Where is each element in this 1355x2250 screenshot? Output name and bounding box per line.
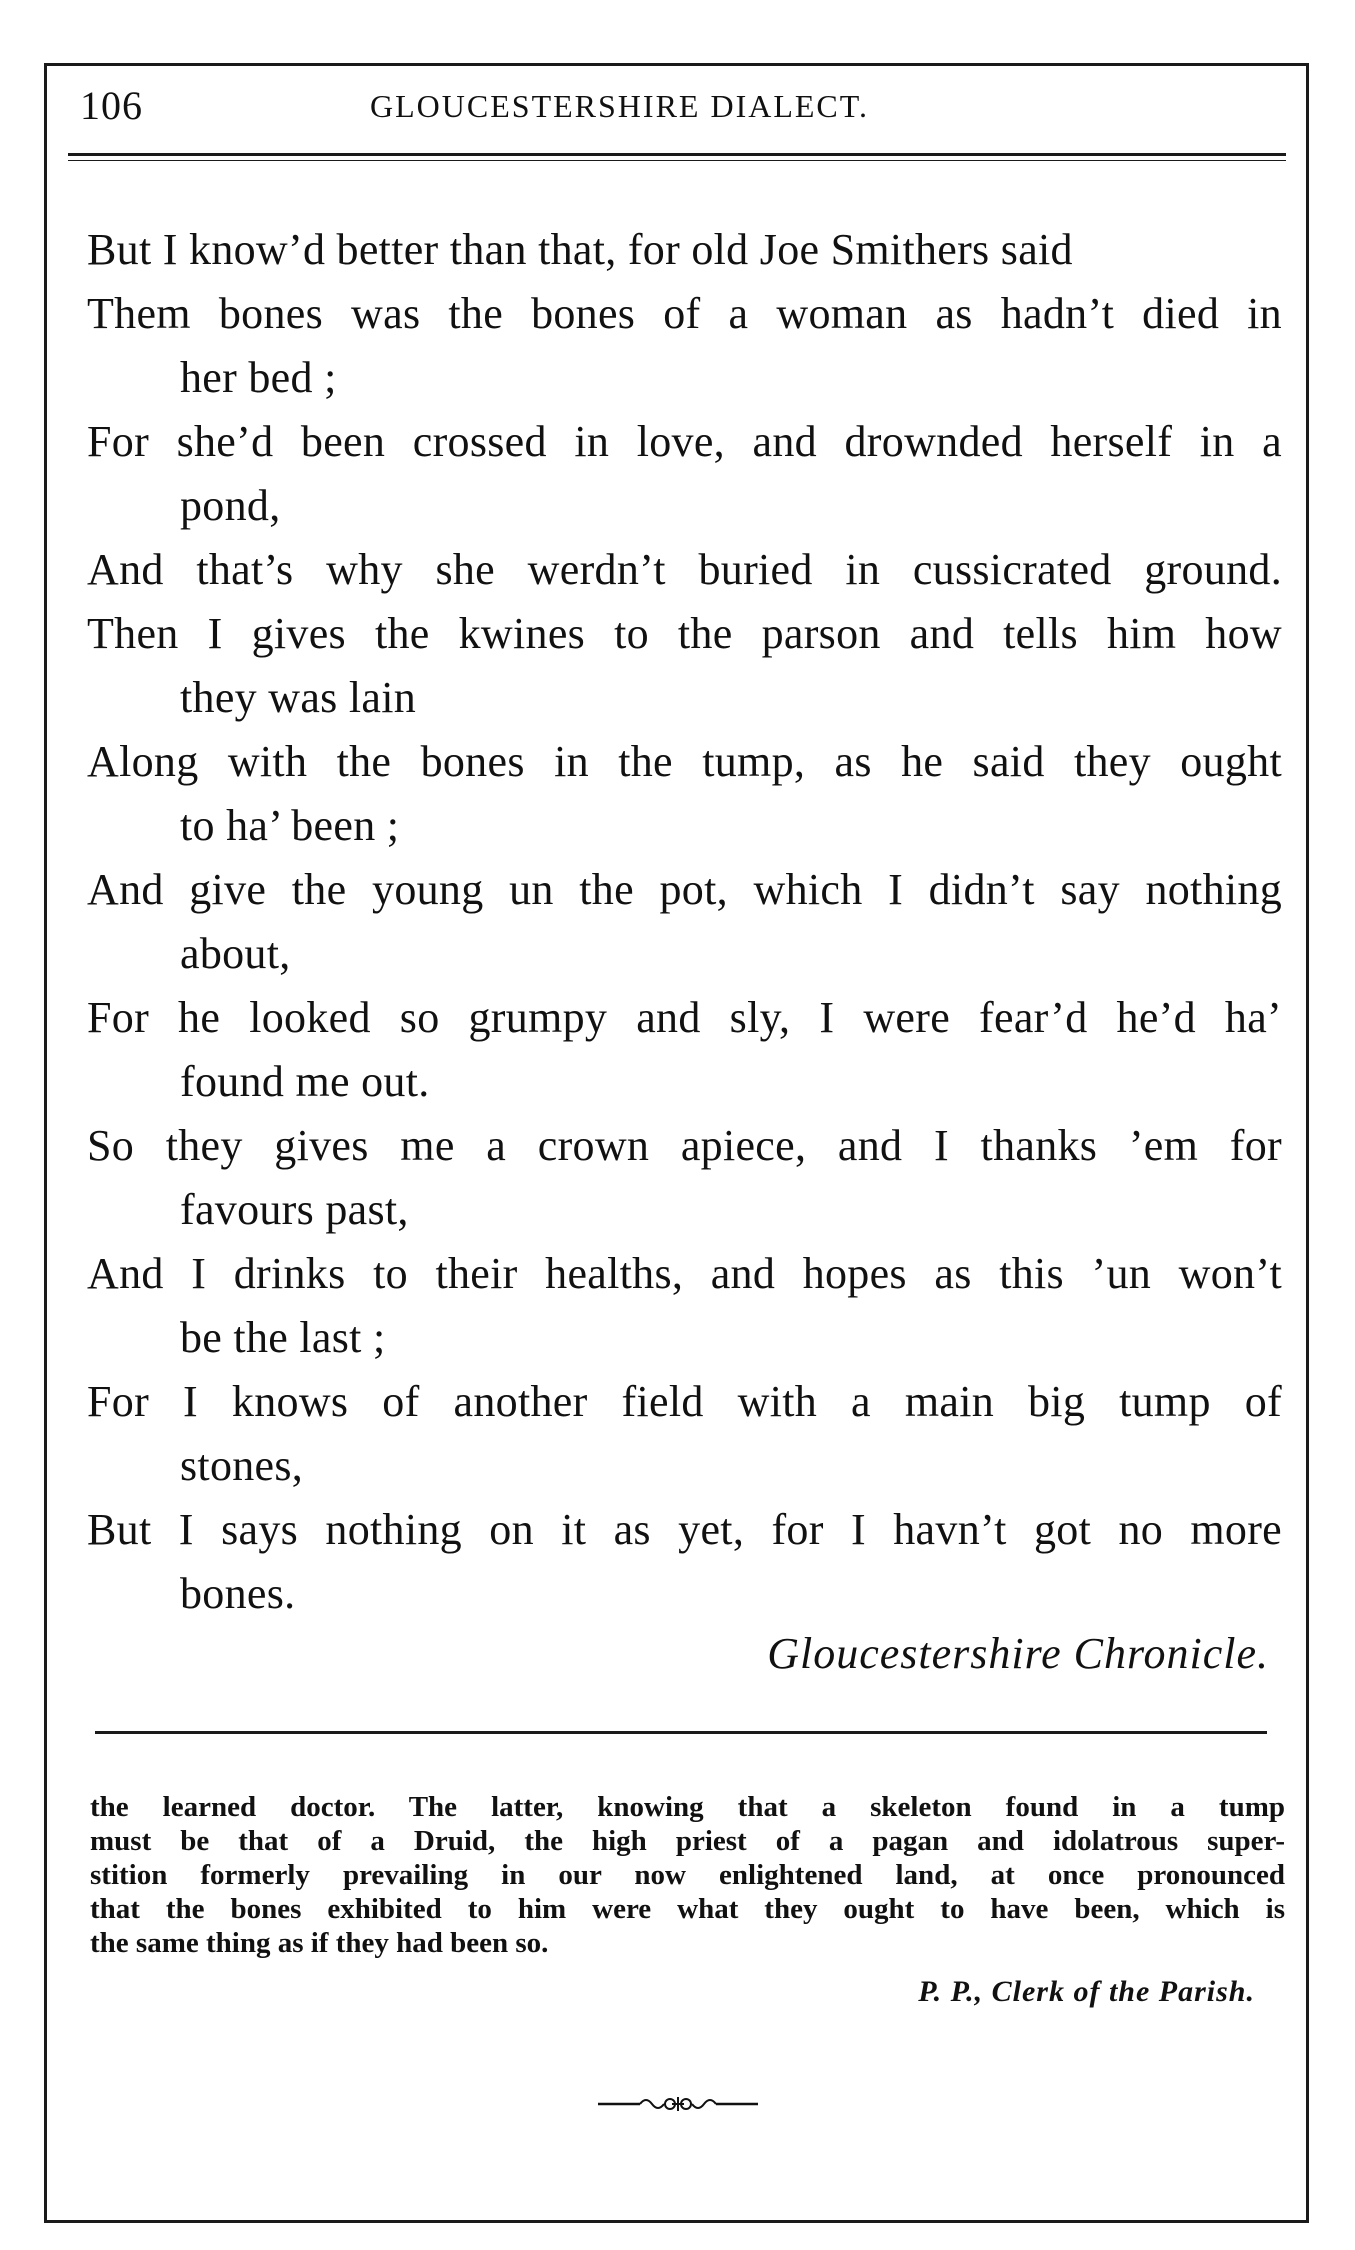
frame-top-rule: [44, 63, 1309, 66]
verse-line: And that’s why she werdn’t buried in cussicrated ground.: [87, 545, 1282, 594]
header-rule: [68, 153, 1286, 156]
verse-line: For she’d been crossed in love, and drownded herself in a: [87, 417, 1282, 466]
verse: [0, 1370, 1355, 1498]
verse: [0, 858, 1355, 986]
header-rule-thin: [68, 160, 1286, 161]
verse: [0, 1498, 1355, 1626]
verse-turnover: they was lain: [180, 673, 417, 722]
verse-turnover: about,: [180, 929, 291, 978]
book-title: GLOUCESTERSHIRE DIALECT.: [370, 88, 869, 124]
page-number: 106: [80, 83, 143, 128]
tailpiece-ornament: [0, 2092, 1355, 2121]
verse: [0, 602, 1355, 730]
footnote-line: the learned doctor. The latter, knowing that a skeleton found in a tump: [90, 1791, 1285, 1823]
verse-turnover: favours past,: [180, 1185, 409, 1234]
poem-source: Gloucestershire Chronicle.: [767, 1629, 1269, 1678]
verse-line: Then I gives the kwines to the parson and tells him how: [87, 609, 1282, 658]
verse-line: But I says nothing on it as yet, for I havn’t got no more: [87, 1505, 1282, 1554]
frame-bottom-rule: [44, 2220, 1309, 2223]
verse-line: And I drinks to their healths, and hopes as this ’un won’t: [87, 1249, 1282, 1298]
footnote-line: must be that of a Druid, the high priest of a pagan and idolatrous super-: [90, 1825, 1285, 1857]
footnote: [90, 1790, 1285, 1960]
verse-turnover: to ha’ been ;: [180, 801, 400, 850]
verse-line: Along with the bones in the tump, as he said they ought: [87, 737, 1282, 786]
footnote-attribution: P. P., Clerk of the Parish.: [918, 1975, 1255, 2008]
verse-turnover: be the last ;: [180, 1313, 386, 1362]
footnote-rule: [95, 1731, 1267, 1734]
verse: [0, 218, 1355, 282]
verse: [0, 538, 1355, 602]
verse-turnover: her bed ;: [180, 353, 337, 402]
verse: [0, 1114, 1355, 1242]
verse-line: For he looked so grumpy and sly, I were fear’d he’d ha’: [87, 993, 1282, 1042]
verse: [0, 1242, 1355, 1370]
verse-turnover: pond,: [180, 481, 281, 530]
flourish-icon: [578, 2092, 778, 2116]
verse: [0, 730, 1355, 858]
footnote-line: stition formerly prevailing in our now enlightened land, at once pronounced: [90, 1859, 1285, 1891]
poem: [0, 218, 1355, 1626]
footnote-line: the same thing as if they had been so.: [90, 1927, 549, 1959]
footnote-line: that the bones exhibited to him were what they ought to have been, which is: [90, 1893, 1285, 1925]
verse: [0, 282, 1355, 410]
verse-turnover: bones.: [180, 1569, 296, 1618]
running-head: [0, 80, 1355, 130]
verse-line: For I knows of another field with a main big tump of: [87, 1377, 1282, 1426]
verse-line: So they gives me a crown apiece, and I thanks ’em for: [87, 1121, 1282, 1170]
verse-turnover: stones,: [180, 1441, 304, 1490]
verse-line: Them bones was the bones of a woman as hadn’t died in: [87, 289, 1282, 338]
verse-line: But I know’d better than that, for old Joe Smithers said: [87, 225, 1073, 274]
verse-turnover: found me out.: [180, 1057, 430, 1106]
verse: [0, 986, 1355, 1114]
verse-line: And give the young un the pot, which I didn’t say nothing: [87, 865, 1282, 914]
verse: [0, 410, 1355, 538]
